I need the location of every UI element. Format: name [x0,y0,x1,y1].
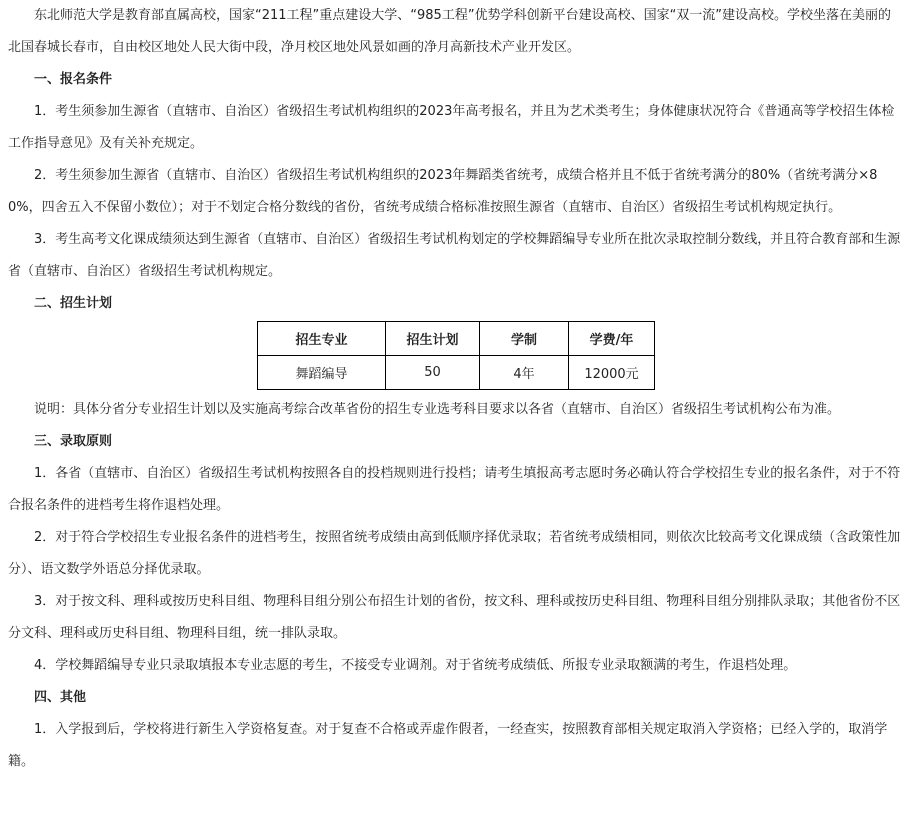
cell-quota: 50 [386,356,480,390]
intro-paragraph: 东北师范大学是教育部直属高校，国家“211工程”重点建设大学、“985工程”优势学科创新平台建设高校、国家“双一流”建设高校。学校坐落在美丽的北国春城长春市，自由校区地处人民大街中段，净月校区地处风景如画的净月高新技术产业开发区。 [8,8,892,55]
requirements-item-2: 2．考生须参加生源省（直辖市、自治区）省级招生考试机构组织的2023年舞蹈类省统考，成绩合格并且不低于省统考满分的80%（省统考满分×80%，四舍五入不保留小数位）；对于不划定合格分数线的省份，省统考成绩合格标准按照生源省（直辖市、自治区）省级招生考试机构规定执行。 [8,168,878,215]
cell-tuition: 12000元 [569,356,655,390]
plan-table [257,321,655,390]
section-heading-plan: 二、招生计划 [34,296,113,311]
section-heading-other: 四、其他 [34,690,87,705]
principles-item-4: 4．学校舞蹈编导专业只录取填报本专业志愿的考生，不接受专业调剂。对于省统考成绩低、所报专业录取额满的考生，作退档处理。 [34,658,797,673]
header-duration: 学制 [480,322,569,356]
cell-major: 舞蹈编导 [258,356,386,390]
header-quota: 招生计划 [386,322,480,356]
table-header-row [258,322,655,356]
other-item-1: 1．入学报到后，学校将进行新生入学资格复查。对于复查不合格或弄虚作假者，一经查实，按照教育部相关规定取消入学资格；已经入学的，取消学籍。 [8,722,888,769]
table-row [258,356,655,390]
requirements-item-1: 1．考生须参加生源省（直辖市、自治区）省级招生考试机构组织的2023年高考报名，并且为艺术类考生；身体健康状况符合《普通高等学校招生体检工作指导意见》及有关补充规定。 [8,104,895,151]
header-tuition: 学费/年 [569,322,655,356]
principles-item-2: 2．对于符合学校招生专业报名条件的进档考生，按照省统考成绩由高到低顺序择优录取；若省统考成绩相同，则依次比较高考文化课成绩（含政策性加分）、语文数学外语总分择优录取。 [8,530,901,577]
plan-table-wrapper [8,320,904,394]
principles-item-3: 3．对于按文科、理科或按历史科目组、物理科目组分别公布招生计划的省份，按文科、理科或按历史科目组、物理科目组分别排队录取；其他省份不区分文科、理科或历史科目组、物理科目组，统一排队录取。 [8,594,901,641]
section-heading-requirements: 一、报名条件 [34,72,113,87]
section-heading-admission-principles: 三、录取原则 [34,434,113,449]
plan-note: 说明：具体分省分专业招生计划以及实施高考综合改革省份的招生专业选考科目要求以各省（直辖市、自治区）省级招生考试机构公布为准。 [34,402,841,417]
header-major: 招生专业 [258,322,386,356]
principles-item-1: 1．各省（直辖市、自治区）省级招生考试机构按照各自的投档规则进行投档；请考生填报高考志愿时务必确认符合学校招生专业的报名条件，对于不符合报名条件的进档考生将作退档处理。 [8,466,901,513]
requirements-item-3: 3．考生高考文化课成绩须达到生源省（直辖市、自治区）省级招生考试机构划定的学校舞蹈编导专业所在批次录取控制分数线，并且符合教育部和生源省（直辖市、自治区）省级招生考试机构规定。 [8,232,901,279]
cell-duration: 4年 [480,356,569,390]
